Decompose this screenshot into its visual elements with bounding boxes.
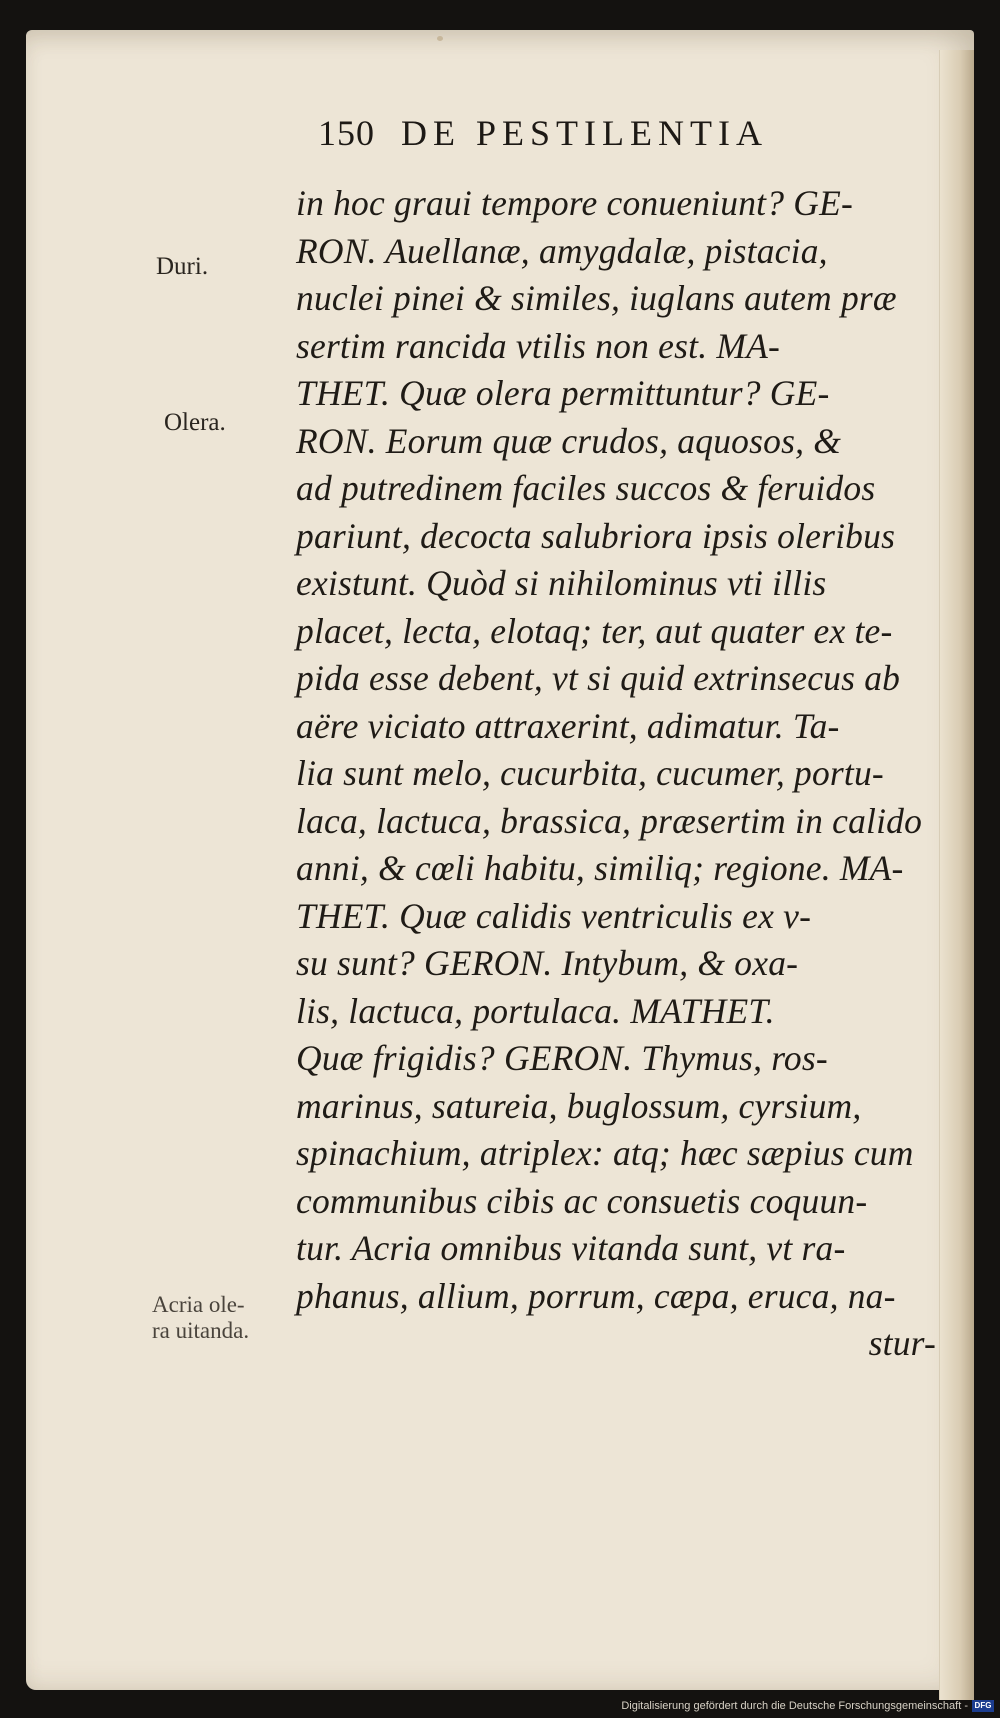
text-line: placet, lecta, elotaq; ter, aut quater ex te- [296,610,893,651]
text-line: aëre viciato attraxerint, adimatur. Ta- [296,705,840,746]
margin-note-olera: Olera. [164,409,226,436]
text-line: tur. Acria omnibus vitanda sunt, vt ra- [296,1228,846,1268]
text-line: laca, lactuca, brassica, præsertim in calido [296,800,923,841]
text-line: pida esse debent, vt si quid extrinsecus ab [296,658,901,698]
text-line: su sunt? GERON. Intybum, & oxa- [296,943,799,983]
text-line: ad putredinem faciles succos & feruidos [296,468,876,508]
page-edge-shading [939,50,974,1700]
running-title: DE PESTILENTIA [401,113,768,153]
credit-text: Digitalisierung gefördert durch die Deutsche Forschungsgemeinschaft - [621,1700,968,1712]
text-line: in hoc graui tempore conueniunt? GE- [296,183,854,223]
text-line: nuclei pinei & similes, iuglans autem præ [296,278,897,318]
paper-mark [437,36,443,41]
margin-note-acria [152,1292,249,1344]
margin-note-duri: Duri. [156,253,209,280]
body-text [296,180,936,1368]
text-line: Quæ frigidis? GERON. Thymus, ros- [296,1038,828,1078]
margin-note-acria-line-1: Acria ole- [152,1292,245,1317]
text-line: communibus cibis ac consuetis coquun- [296,1180,868,1221]
text-line: lis, lactuca, portulaca. MATHET. [296,990,775,1031]
text-line: sertim rancida vtilis non est. MA- [296,325,781,366]
text-line: RON. Auellanæ, amygdalæ, pistacia, [296,230,828,271]
text-line: existunt. Quòd si nihilominus vti illis [296,563,827,603]
running-head [318,112,768,172]
text-line: anni, & cœli habitu, similiq; regione. MA- [296,848,904,888]
text-line: THET. Quæ olera permittuntur? GE- [296,373,830,413]
text-line: marinus, satureia, buglossum, cyrsium, [296,1085,862,1126]
dfg-logo-icon: DFG [972,1700,994,1712]
text-line: RON. Eorum quæ crudos, aquosos, & [296,420,842,461]
text-line: spinachium, atriplex: atq; hæc sæpius cum [296,1133,914,1173]
digitization-credit [621,1698,994,1714]
page-number: 150 [318,113,375,153]
margin-note-acria-line-2: ra uitanda. [152,1318,250,1343]
text-line: lia sunt melo, cucurbita, cucumer, portu- [296,753,884,793]
text-line: pariunt, decocta salubriora ipsis oleribus [296,515,896,556]
text-line: THET. Quæ calidis ventriculis ex v- [296,895,812,936]
catchword: stur- [868,1323,936,1363]
text-line: phanus, allium, porrum, cæpa, eruca, na- [296,1275,896,1316]
